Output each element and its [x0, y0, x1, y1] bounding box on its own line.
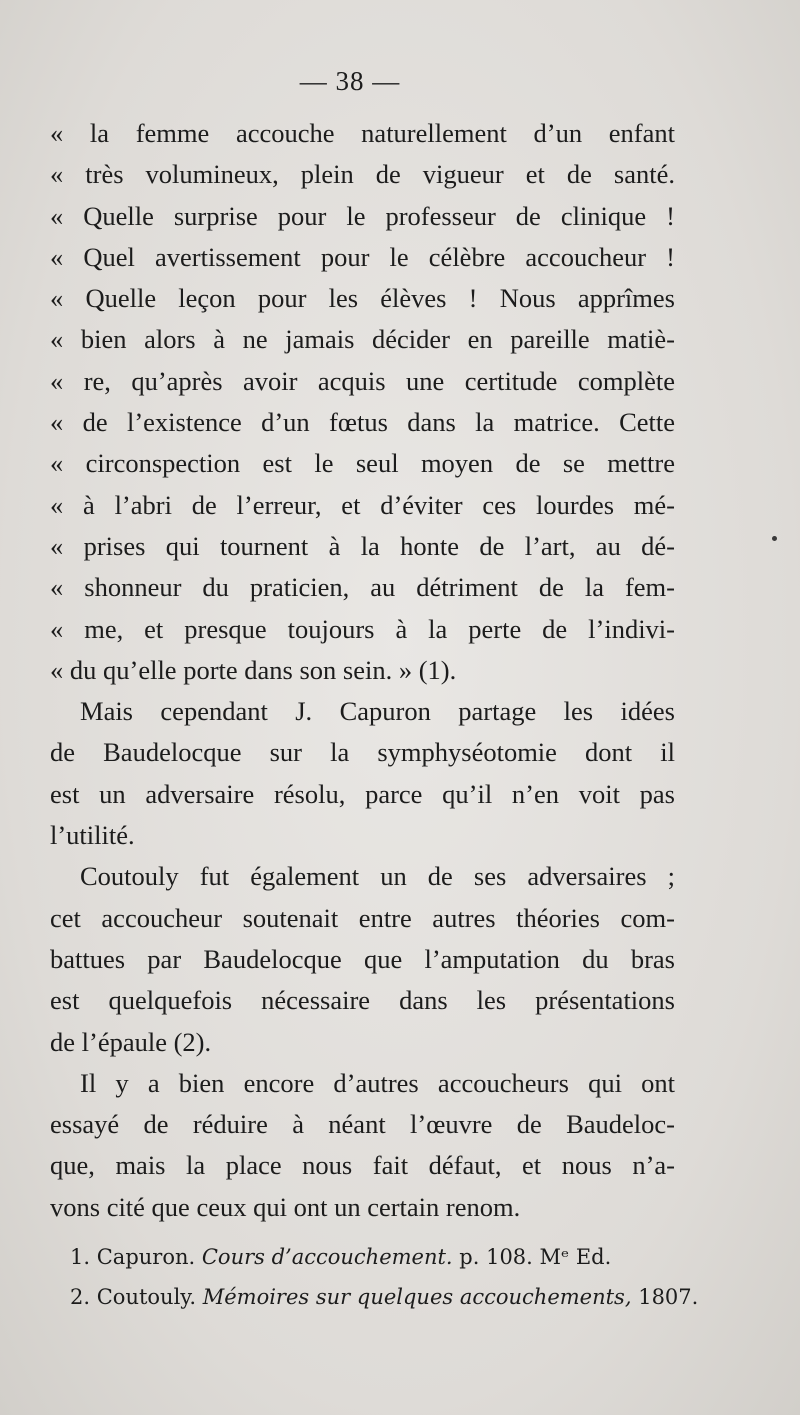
text-line: « la femme accouche naturellement d’un enfant [50, 118, 675, 148]
text-line: est un adversaire résolu, parce qu’il n’en voit pas [50, 778, 675, 809]
text-line: « re, qu’après avoir acquis une certitude complète [50, 365, 675, 396]
text-line: « bien alors à ne jamais décider en pareille matiè- [50, 324, 675, 355]
footnote-number: 1. [70, 1245, 91, 1269]
text-line: est quelquefois nécessaire dans les présentations [50, 985, 675, 1016]
text-line: « du qu’elle porte dans son sein. » (1). [50, 654, 457, 685]
footnote-author: Coutouly. [96, 1285, 197, 1309]
text-line: « Quel avertissement pour le célèbre accoucheur ! [50, 241, 675, 272]
footnote-author: Capuron. [96, 1245, 196, 1269]
footnote-title: Mémoires sur quelques accouchements, [202, 1285, 632, 1309]
paper-speck [772, 536, 777, 541]
text-line: « shonneur du praticien, au détriment de la fem- [50, 572, 675, 603]
text-line: de Baudelocque sur la symphyséotomie dont il [50, 737, 675, 768]
text-line: l’utilité. [50, 820, 135, 851]
text-line: « très volumineux, plein de vigueur et de santé. [50, 159, 675, 190]
text-line: que, mais la place nous fait défaut, et nous n’a- [50, 1150, 675, 1181]
text-line: « circonspection est le seul moyen de se mettre [50, 448, 675, 479]
text-line: « Quelle surprise pour le professeur de clinique ! [50, 200, 675, 231]
text-line: « Quelle leçon pour les élèves ! Nous apprîmes [50, 283, 675, 314]
text-line: Il y a bien encore d’autres accoucheurs qui ont [80, 1067, 675, 1098]
text-line: vons cité que ceux qui ont un certain renom. [50, 1191, 521, 1222]
footnote [70, 1237, 670, 1277]
text-line: de l’épaule (2). [50, 1026, 212, 1057]
footnote-detail: p. 108. Mᵉ Ed. [459, 1245, 612, 1269]
footnote-detail: 1807. [638, 1285, 699, 1309]
footnote-title: Cours d’accouchement. [201, 1245, 453, 1269]
text-line: essayé de réduire à néant l’œuvre de Baudeloc- [50, 1109, 675, 1140]
text-line: Coutouly fut également un de ses adversaires ; [80, 861, 675, 892]
page-number: — 38 — [299, 66, 401, 96]
body-text [50, 113, 675, 1228]
text-line: Mais cependant J. Capuron partage les idées [80, 696, 675, 727]
footnote-number: 2. [70, 1285, 91, 1309]
text-line: « prises qui tournent à la honte de l’art, au dé- [50, 530, 675, 561]
text-line: « me, et presque toujours à la perte de l’indivi- [50, 613, 675, 644]
footnote [70, 1277, 699, 1317]
text-line: battues par Baudelocque que l’amputation du bras [50, 943, 675, 974]
footnotes [70, 1237, 699, 1317]
text-line: « à l’abri de l’erreur, et d’éviter ces lourdes mé- [50, 489, 675, 520]
text-line: « de l’existence d’un fœtus dans la matrice. Cette [50, 407, 675, 438]
text-line: cet accoucheur soutenait entre autres théories com- [50, 902, 675, 933]
